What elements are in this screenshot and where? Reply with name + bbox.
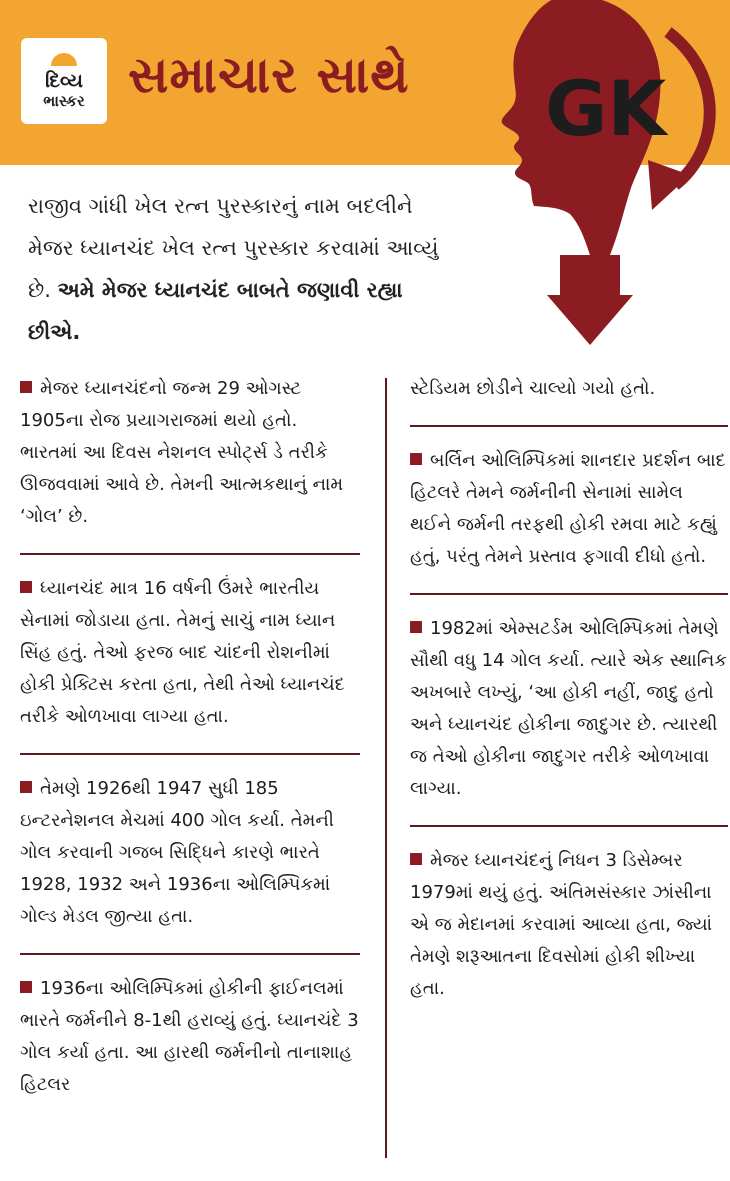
curved-arrow-icon: [668, 32, 710, 185]
down-arrow-icon: [547, 255, 633, 345]
intro-paragraph: [28, 185, 448, 353]
sun-icon: [51, 53, 77, 66]
square-bullet-icon: [20, 781, 32, 793]
divider: [20, 953, 360, 955]
square-bullet-icon: [410, 453, 422, 465]
intro-bold-text: અમે મેજર ધ્યાનચંદ બાબતે જણાવી રહ્યા છીએ.: [28, 278, 403, 344]
divider: [410, 425, 728, 427]
continuation-text: સ્ટેડિયમ છોડીને ચાલ્યો ગયો હતો.: [410, 378, 656, 399]
list-item: તેમણે 1926થી 1947 સુધી 185 ઇન્ટરનેશનલ મેચમાં 400 ગોલ કર્યા. તેમની ગોલ કરવાની ગજબ સિદ્ધિને કારણે ભારતે 1928, 1932 અને 1936ના ઓલિમ્પિકમાં ગોલ્ડ મેડલ જીત્યા હતા.: [20, 778, 334, 927]
left-column: [20, 365, 360, 1115]
column-divider: [385, 378, 387, 1158]
gk-badge: GK: [545, 64, 667, 153]
list-item: મેજર ધ્યાનચંદનું નિધન 3 ડિસેમ્બર 1979માં થયું હતું. અંતિમસંસ્કાર ઝાંસીના એ જ મેદાનમાં કરવામાં આવ્યા હતા, જ્યાં તેમણે શરૂઆતના દિવસોમાં હોકી શીખ્યા હતા.: [410, 850, 713, 999]
divider: [20, 753, 360, 755]
list-item: 1936ના ઓલિમ્પિકમાં હોકીની ફાઈનલમાં ભારતે જર્મનીને 8-1થી હરાવ્યું હતું. ધ્યાનચંદે 3 ગોલ કર્યા હતા. આ હારથી જર્મનીનો તાનાશાહ હિટલર: [20, 978, 359, 1095]
list-item: મેજર ધ્યાનચંદનો જન્મ 29 ઓગસ્ટ 1905ના રોજ પ્રયાગરાજમાં થયો હતો. ભારતમાં આ દિવસ નેશનલ સ્પોર્ટ્સ ડે તરીકે ઊજવવામાં આવે છે. તેમની આત્મકથાનું નામ ‘ગોલ’ છે.: [20, 378, 344, 527]
list-item: બર્લિન ઓલિમ્પિકમાં શાનદાર પ્રદર્શન બાદ હિટલરે તેમને જર્મનીની સેનામાં સામેલ થઈને જર્મની તરફથી હોકી રમવા માટે કહ્યું હતું, પરંતુ તેમને પ્રસ્તાવ ફગાવી દીધો હતો.: [410, 450, 726, 567]
square-bullet-icon: [20, 981, 32, 993]
divider: [20, 553, 360, 555]
list-item: ધ્યાનચંદ માત્ર 16 વર્ષની ઉંમરે ભારતીય સેનામાં જોડાયા હતા. તેમનું સાચું નામ ધ્યાન સિંહ હતું. તેઓ ફરજ બાદ ચાંદની રોશનીમાં હોકી પ્રેક્ટિસ કરતા હતા, તેથી તેઓ ધ્યાનચંદ તરીકે ઓળખાવા લાગ્યા હતા.: [20, 578, 345, 727]
head-profile-arrow-graphic: [420, 0, 730, 370]
logo-line1: દિવ્ય: [45, 69, 83, 92]
logo-line2: ભાસ્કર: [43, 91, 85, 110]
intro-text: રાજીવ ગાંધી ખેલ રત્ન પુરસ્કારનું નામ બદલીને મેજર ધ્યાનચંદ ખેલ રત્ન પુરસ્કાર કરવામાં આવ્યું છે.: [28, 194, 439, 302]
divya-bhaskar-logo: [21, 38, 107, 124]
square-bullet-icon: [410, 853, 422, 865]
square-bullet-icon: [20, 581, 32, 593]
divider: [410, 593, 728, 595]
square-bullet-icon: [20, 381, 32, 393]
header-title: સમાચાર સાથે: [128, 46, 410, 104]
list-item: 1982માં એમ્સટર્ડમ ઓલિમ્પિકમાં તેમણે સૌથી વધુ 14 ગોલ કર્યા. ત્યારે એક સ્થાનિક અખબારે લખ્યું, ‘આ હોકી નહીં, જાદુ હતો અને ધ્યાનચંદ હોકીના જાદુગર છે. ત્યારથી જ તેઓ હોકીના જાદુગર તરીકે ઓળખાવા લાગ્યા.: [410, 618, 727, 799]
divider: [410, 825, 728, 827]
right-column: [410, 365, 728, 1019]
square-bullet-icon: [410, 621, 422, 633]
